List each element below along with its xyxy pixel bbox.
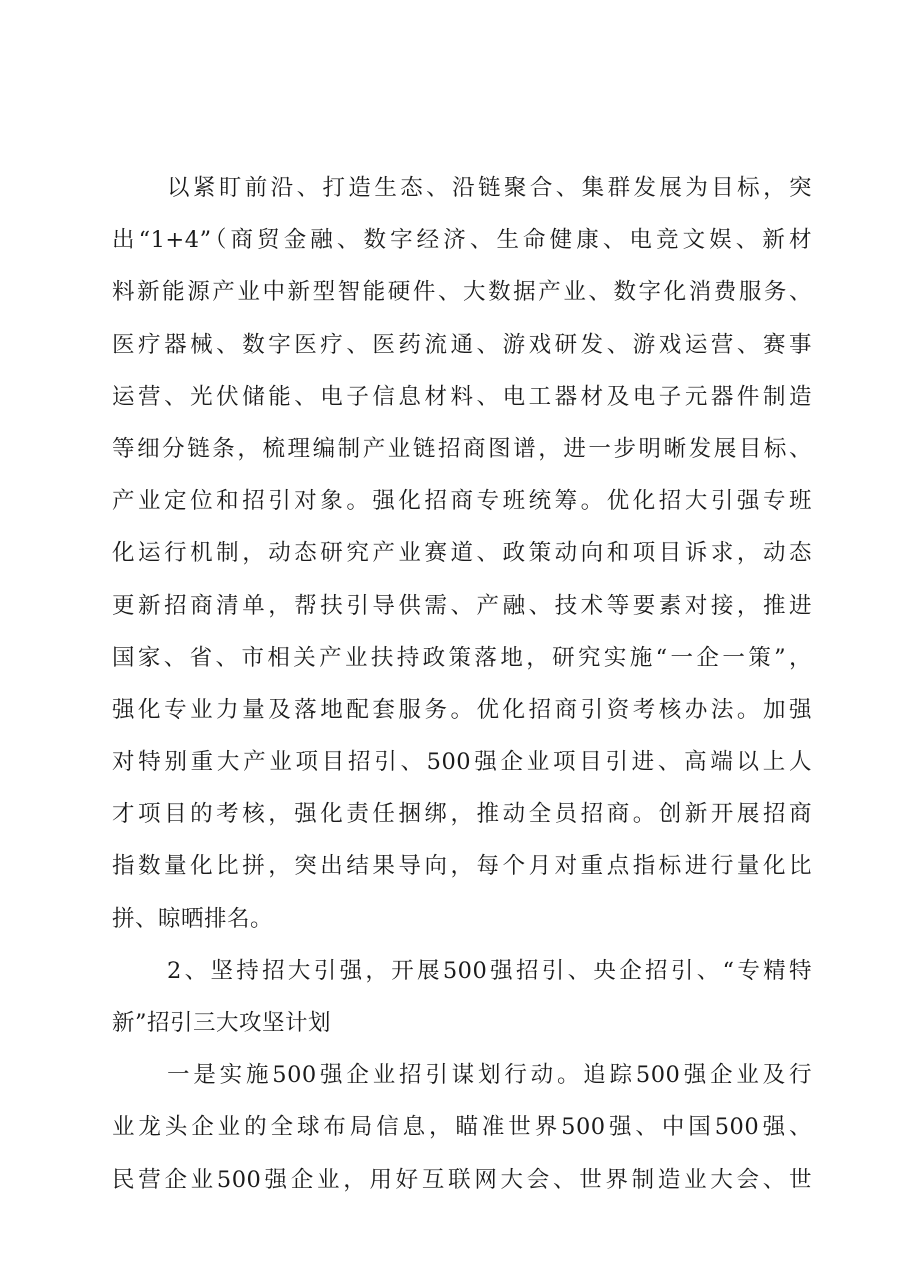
paragraph-3	[112, 1049, 812, 1206]
paragraph-1	[112, 162, 812, 945]
text-line: 医疗器械、数字医疗、医药流通、游戏研发、游戏运营、赛事	[112, 331, 812, 358]
text-line: 运营、光伏储能、电子信息材料、电工器材及电子元器件制造	[112, 383, 812, 410]
text-line: 新”招引三大攻坚计划	[112, 1010, 332, 1036]
text-line: 才项目的考核，强化责任捆绑，推动全员招商。创新开展招商	[112, 801, 812, 828]
text-line: 国家、省、市相关产业扶持政策落地，研究实施“一企一策”，	[112, 644, 812, 671]
text-line: 等细分链条，梳理编制产业链招商图谱，进一步明晰发展目标、	[112, 435, 812, 462]
text-line: 强化专业力量及落地配套服务。优化招商引资考核办法。加强	[112, 696, 812, 723]
text-line: 出“1+4”（商贸金融、数字经济、生命健康、电竞文娱、新材	[112, 227, 812, 254]
text-line: 化运行机制，动态研究产业赛道、政策动向和项目诉求，动态	[112, 540, 812, 567]
text-line: 拼、晾晒排名。	[112, 905, 274, 932]
text-line: 对特别重大产业项目招引、500强企业项目引进、高端以上人	[112, 749, 812, 776]
document-body	[112, 162, 812, 1206]
text-line: 2、坚持招大引强，开展500强招引、央企招引、“专精特	[167, 957, 812, 984]
text-line: 民营企业500强企业，用好互联网大会、世界制造业大会、世	[112, 1166, 812, 1193]
text-line: 一是实施500强企业招引谋划行动。追踪500强企业及行	[167, 1062, 812, 1089]
text-line: 业龙头企业的全球布局信息，瞄准世界500强、中国500强、	[112, 1114, 812, 1141]
text-line: 以紧盯前沿、打造生态、沿链聚合、集群发展为目标，突	[167, 175, 812, 201]
paragraph-2-heading	[112, 945, 812, 1049]
text-line: 料新能源产业中新型智能硬件、大数据产业、数字化消费服务、	[112, 279, 812, 306]
text-line: 指数量化比拼，突出结果导向，每个月对重点指标进行量化比	[112, 853, 812, 880]
text-line: 产业定位和招引对象。强化招商专班统筹。优化招大引强专班	[112, 488, 812, 515]
text-line: 更新招商清单，帮扶引导供需、产融、技术等要素对接，推进	[112, 592, 812, 619]
